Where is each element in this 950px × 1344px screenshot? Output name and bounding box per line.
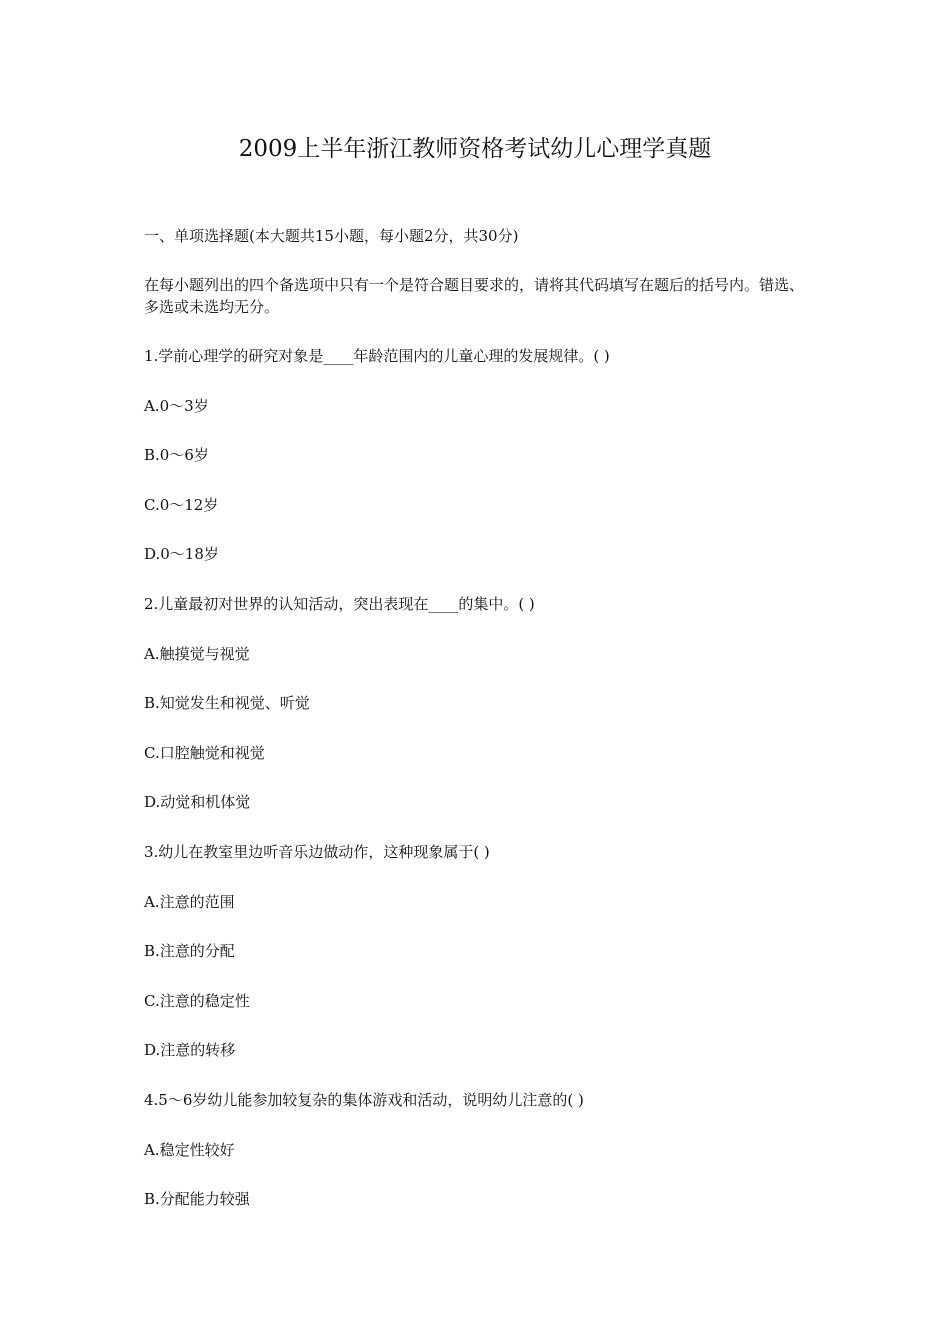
question-2-option-b: B.知觉发生和视觉、听觉	[144, 694, 310, 713]
question-1-option-b: B.0～6岁	[144, 446, 209, 465]
question-3-option-a: A.注意的范围	[144, 892, 235, 911]
question-4: 4.5～6岁幼儿能参加较复杂的集体游戏和活动，说明幼儿注意的( )	[144, 1090, 584, 1109]
question-3-option-d: D.注意的转移	[144, 1041, 236, 1060]
question-1-option-a: A.0～3岁	[144, 396, 209, 415]
question-2-option-d: D.动觉和机体觉	[144, 793, 251, 812]
question-1-option-c: C.0～12岁	[144, 495, 219, 514]
question-2: 2.儿童最初对世界的认知活动，突出表现在____的集中。( )	[144, 594, 535, 613]
document-body	[144, 225, 814, 1238]
question-4-option-a: A.稳定性较好	[144, 1140, 235, 1159]
document-title: 2009上半年浙江教师资格考试幼儿心理学真题	[238, 136, 712, 162]
question-3-option-b: B.注意的分配	[144, 942, 235, 961]
question-4-option-b: B.分配能力较强	[144, 1190, 250, 1209]
instructions-paragraph: 在每小题列出的四个备选项中只有一个是符合题目要求的，请将其代码填写在题后的括号内。错选、多选或未选均无分。	[144, 276, 805, 316]
question-2-option-c: C.口腔触觉和视觉	[144, 743, 265, 762]
question-3: 3.幼儿在教室里边听音乐边做动作，这种现象属于( )	[144, 842, 490, 861]
section-heading: 一、单项选择题(本大题共15小题，每小题2分，共30分)	[144, 227, 519, 245]
question-2-option-a: A.触摸觉与视觉	[144, 644, 250, 663]
question-3-option-c: C.注意的稳定性	[144, 991, 250, 1010]
question-1: 1.学前心理学的研究对象是____年龄范围内的儿童心理的发展规律。( )	[144, 347, 610, 365]
question-1-option-d: D.0～18岁	[144, 545, 219, 564]
